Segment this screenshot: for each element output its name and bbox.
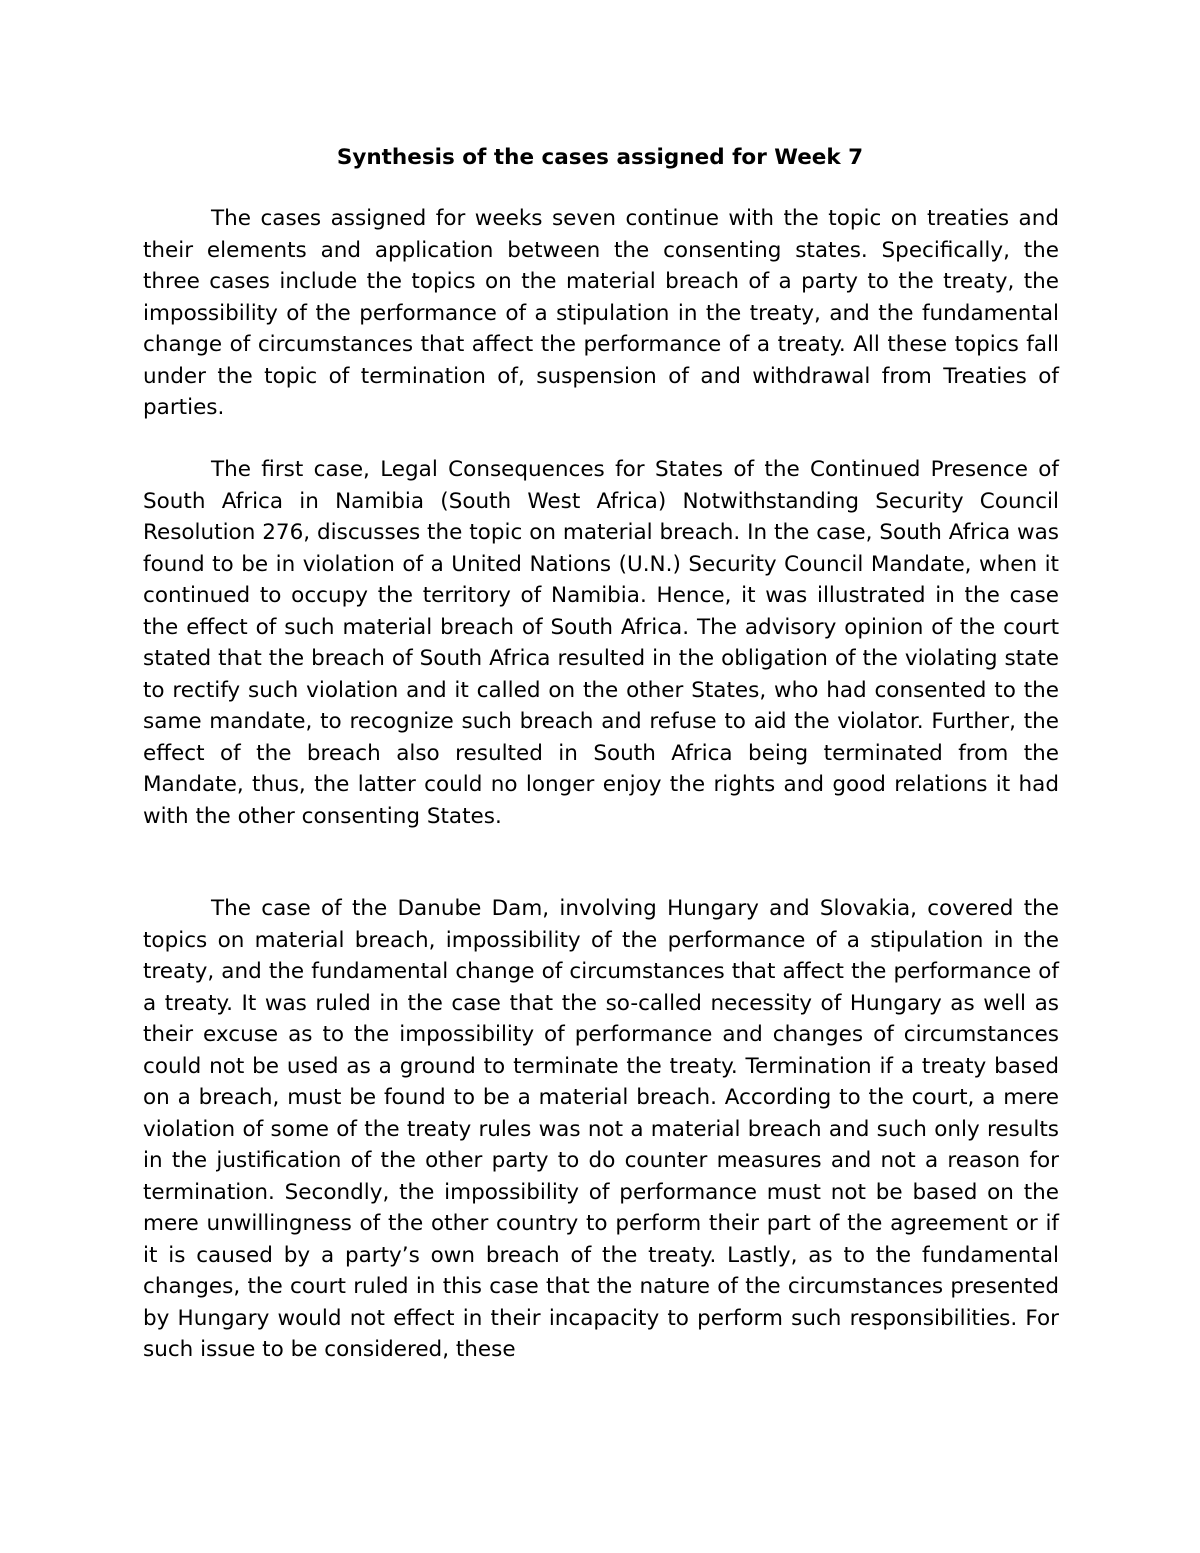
paragraph-danube-dam-case: The case of the Danube Dam, involving Hungary and Slovakia, covered the topics on material breach, impossibility of the performance of a stipulation in the treaty, and the fundamental change of circumstances that affect the performance of a treaty. It was ruled in the case that the so-called necessity of Hungary as well as their excuse as to the impossibility of performance and changes of circumstances could not be used as a ground to terminate the treaty. Termination if a treaty based on a breach, must be found to be a material breach. According to the court, a mere violation of some of the treaty rules was not a material breach and such only results in the justification of the other party to do counter measures and not a reason for termination. Secondly, the impossibility of performance must not be based on the mere unwillingness of the other country to perform their part of the agreement or if it is caused by a party’s own breach of the treaty. Lastly, as to the fundamental changes, the court ruled in this case that the nature of the circumstances presented by Hungary would not effect in their incapacity to perform such responsibilities. For such issue to be considered, these [143,896,1059,1362]
document-title: Synthesis of the cases assigned for Week 7 [336,145,864,170]
paragraph-namibia-case: The first case, Legal Consequences for States of the Continued Presence of South Africa in Namibia (South West Africa) Notwithstanding Security Council Resolution 276, discusses the topic on material breach. In the case, South Africa was found to be in violation of a United Nations (U.N.) Security Council Mandate, when it continued to occupy the territory of Namibia. Hence, it was illustrated in the case the effect of such material breach of South Africa. The advisory opinion of the court stated that the breach of South Africa resulted in the obligation of the violating state to rectify such violation and it called on the other States, who had consented to the same mandate, to recognize such breach and refuse to aid the violator. Further, the effect of the breach also resulted in South Africa being terminated from the Mandate, thus, the latter could no longer enjoy the rights and good relations it had with the other consenting States. [143,457,1059,829]
paragraph-intro: The cases assigned for weeks seven continue with the topic on treaties and their elements and application between the consenting states. Specifically, the three cases include the topics on the material breach of a party to the treaty, the impossibility of the performance of a stipulation in the treaty, and the fundamental change of circumstances that affect the performance of a treaty. All these topics fall under the topic of termination of, suspension of and withdrawal from Treaties of parties. [143,206,1059,420]
